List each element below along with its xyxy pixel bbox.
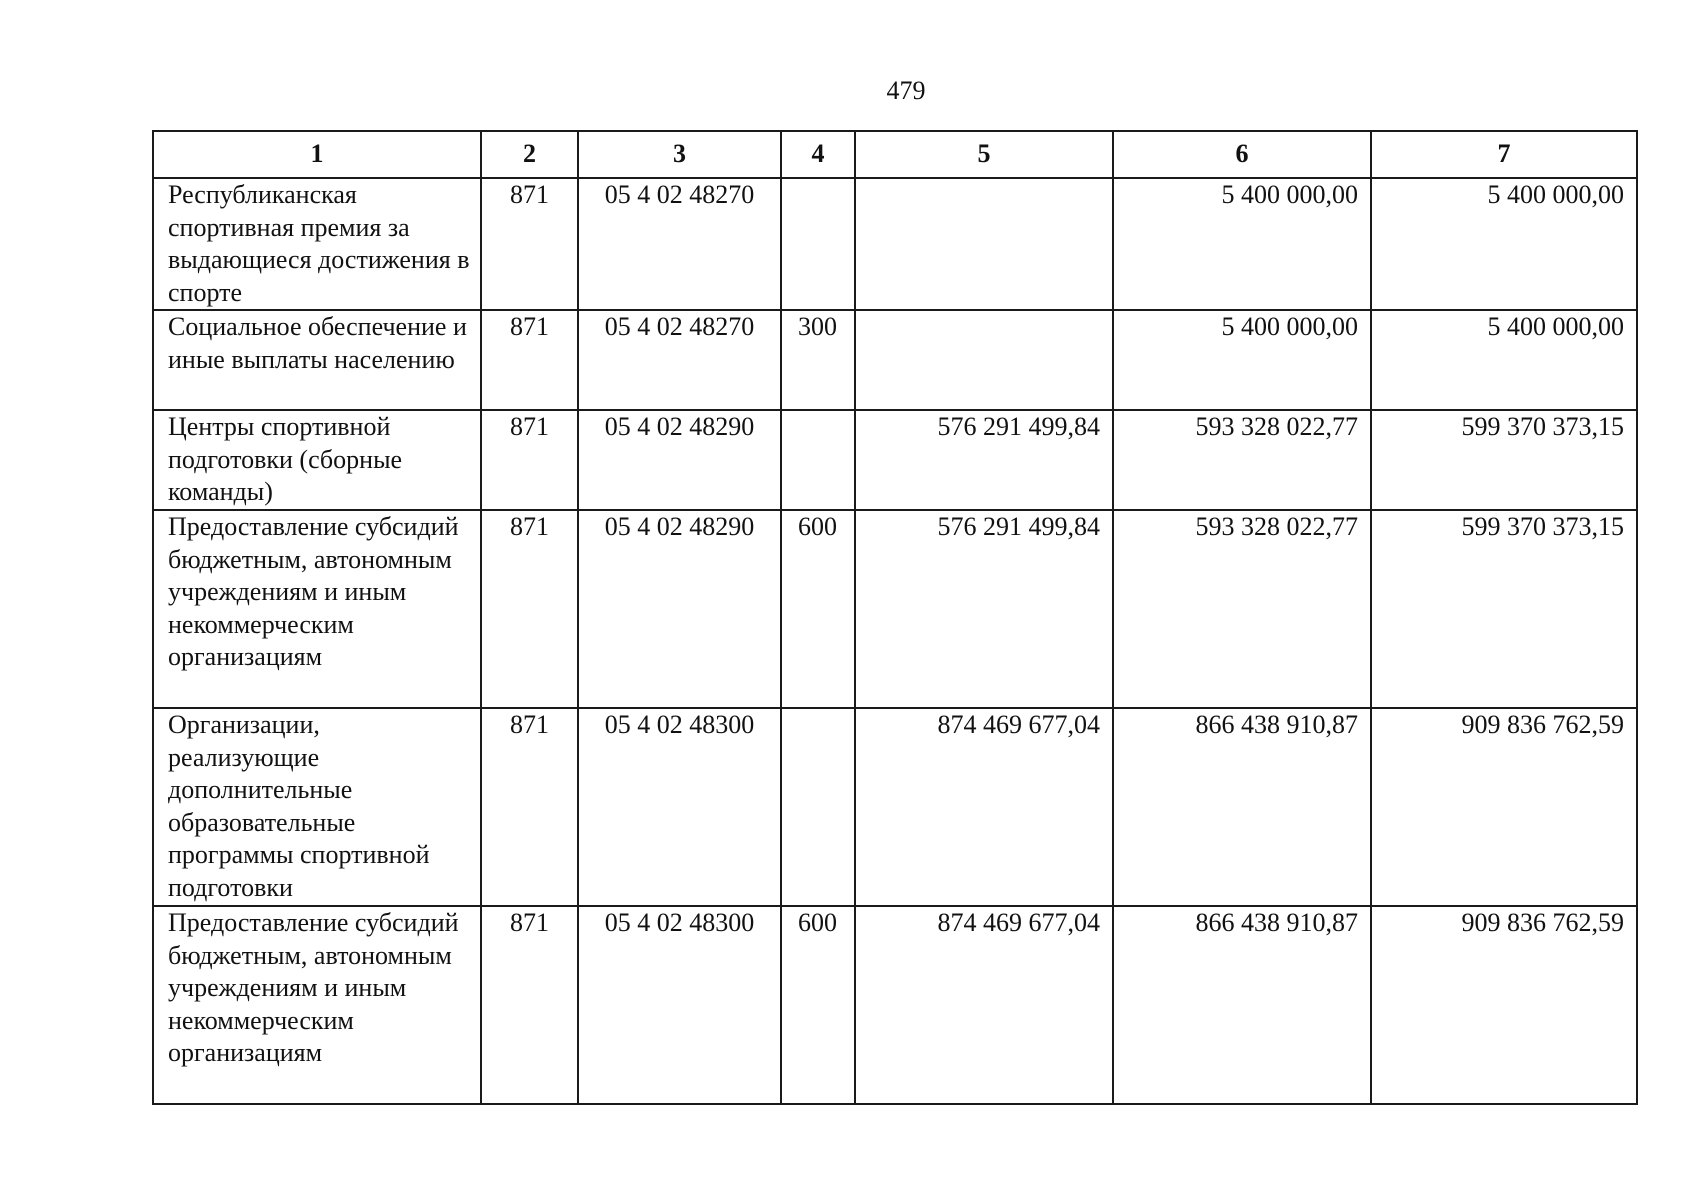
amount-col5-cell: 874 469 677,04 xyxy=(855,906,1113,1104)
amount-col5-cell xyxy=(855,310,1113,410)
expense-type-cell xyxy=(781,708,855,906)
table-row xyxy=(153,310,1637,410)
column-header-5: 5 xyxy=(855,131,1113,178)
expense-type-cell xyxy=(781,178,855,310)
row-name-cell: Организации, реализующие дополнительные образовательные программы спортивной подготовки xyxy=(153,708,481,906)
expense-type-cell: 300 xyxy=(781,310,855,410)
amount-col7-cell: 599 370 373,15 xyxy=(1371,510,1637,708)
row-name-cell: Социальное обеспечение и иные выплаты населению xyxy=(153,310,481,410)
target-article-cell: 05 4 02 48270 xyxy=(578,178,781,310)
table-row xyxy=(153,510,1637,708)
target-article-cell: 05 4 02 48300 xyxy=(578,708,781,906)
amount-col7-cell: 5 400 000,00 xyxy=(1371,310,1637,410)
amount-col6-cell: 866 438 910,87 xyxy=(1113,708,1371,906)
row-name-cell: Центры спортивной подготовки (сборные команды) xyxy=(153,410,481,510)
target-article-cell: 05 4 02 48290 xyxy=(578,510,781,708)
amount-col6-cell: 593 328 022,77 xyxy=(1113,410,1371,510)
amount-col5-cell: 576 291 499,84 xyxy=(855,510,1113,708)
ministry-code-cell: 871 xyxy=(481,708,578,906)
amount-col7-cell: 5 400 000,00 xyxy=(1371,178,1637,310)
row-name-cell: Республиканская спортивная премия за выдающиеся достижения в спорте xyxy=(153,178,481,310)
amount-col6-cell: 5 400 000,00 xyxy=(1113,178,1371,310)
amount-col5-cell: 874 469 677,04 xyxy=(855,708,1113,906)
expense-type-cell: 600 xyxy=(781,510,855,708)
ministry-code-cell: 871 xyxy=(481,178,578,310)
table-row xyxy=(153,410,1637,510)
row-name-cell: Предоставление субсидий бюджетным, автономным учреждениям и иным некоммерческим организациям xyxy=(153,510,481,708)
expense-type-cell xyxy=(781,410,855,510)
table-row xyxy=(153,906,1637,1104)
target-article-cell: 05 4 02 48300 xyxy=(578,906,781,1104)
target-article-cell: 05 4 02 48270 xyxy=(578,310,781,410)
amount-col6-cell: 593 328 022,77 xyxy=(1113,510,1371,708)
ministry-code-cell: 871 xyxy=(481,906,578,1104)
column-header-3: 3 xyxy=(578,131,781,178)
table-row xyxy=(153,178,1637,310)
amount-col5-cell: 576 291 499,84 xyxy=(855,410,1113,510)
column-header-4: 4 xyxy=(781,131,855,178)
page-number: 479 xyxy=(886,76,926,105)
expense-type-cell: 600 xyxy=(781,906,855,1104)
budget-table xyxy=(152,130,1638,1105)
amount-col7-cell: 909 836 762,59 xyxy=(1371,708,1637,906)
row-name-cell: Предоставление субсидий бюджетным, автономным учреждениям и иным некоммерческим организациям xyxy=(153,906,481,1104)
column-header-7: 7 xyxy=(1371,131,1637,178)
table-row xyxy=(153,708,1637,906)
amount-col7-cell: 599 370 373,15 xyxy=(1371,410,1637,510)
column-header-6: 6 xyxy=(1113,131,1371,178)
ministry-code-cell: 871 xyxy=(481,510,578,708)
header-row xyxy=(153,131,1637,178)
amount-col6-cell: 866 438 910,87 xyxy=(1113,906,1371,1104)
column-header-2: 2 xyxy=(481,131,578,178)
ministry-code-cell: 871 xyxy=(481,410,578,510)
amount-col5-cell xyxy=(855,178,1113,310)
ministry-code-cell: 871 xyxy=(481,310,578,410)
column-header-1: 1 xyxy=(153,131,481,178)
target-article-cell: 05 4 02 48290 xyxy=(578,410,781,510)
amount-col7-cell: 909 836 762,59 xyxy=(1371,906,1637,1104)
amount-col6-cell: 5 400 000,00 xyxy=(1113,310,1371,410)
